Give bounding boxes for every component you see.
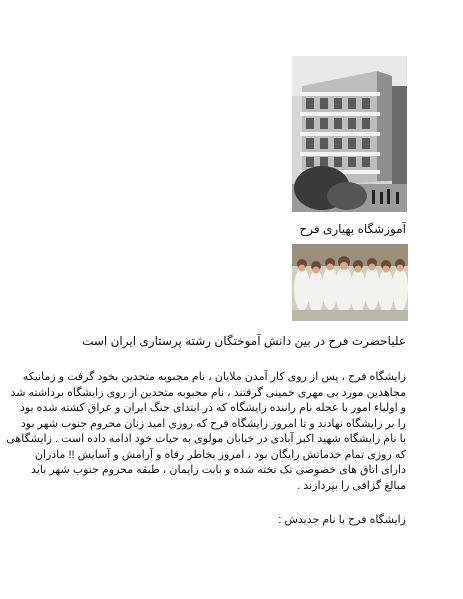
- body-line: و اولیاء امور با عجله نام راننده زایشگاه که در ابتدای جنگ ایران و عراق کشته شده بود: [19, 402, 406, 414]
- body-line: با نام زایشگاه شهید اکبر آبادی در خیابان مولوی به حیات خود ادامه داده است . زایشگاهی: [6, 433, 406, 445]
- building-caption: آموزشگاه بهیاری فرح: [299, 222, 406, 236]
- closing-line: زایشگاه فرح با نام جدیدش :: [278, 514, 406, 526]
- building-photo-drawing: [292, 56, 407, 212]
- body-line: مجاهدین مورد بی مهری خمینی گرفتند ، نام مجبوبه متحدین از روی زایشگاه برداشته شد: [10, 386, 406, 399]
- article-body: [6, 370, 406, 494]
- nurses-group-photo: [292, 244, 408, 321]
- body-line: که روزی تمام خدماتش رایگان بود ، امروز بخاطر رفاه و آرامش و آسایش !! مادران: [34, 448, 406, 461]
- nurses-photo-drawing: [292, 244, 408, 321]
- nurses-caption: علیاحضرت فرح در بین دانش آموختگان رشته پرستاری ایران است: [82, 334, 406, 348]
- body-line: دارای اتاق های خصوصی تک تخته شده و بابت زایمان ، طبقه محروم جنوب شهر باید: [31, 464, 406, 476]
- building-photo: [292, 56, 407, 212]
- body-line: مبالغ گزافی را بپردازند .: [297, 479, 406, 492]
- body-line: را بر زایشگاه نهادند و تا امروز زایشگاه فرح که روزی امید زنان محروم جنوب شهر بود: [20, 417, 406, 430]
- body-line: زایشگاه فرح ، پس از روی کار آمدن ملایان ، نام مجبوبه متحدین بخود گرفت و زمانیکه: [22, 371, 406, 383]
